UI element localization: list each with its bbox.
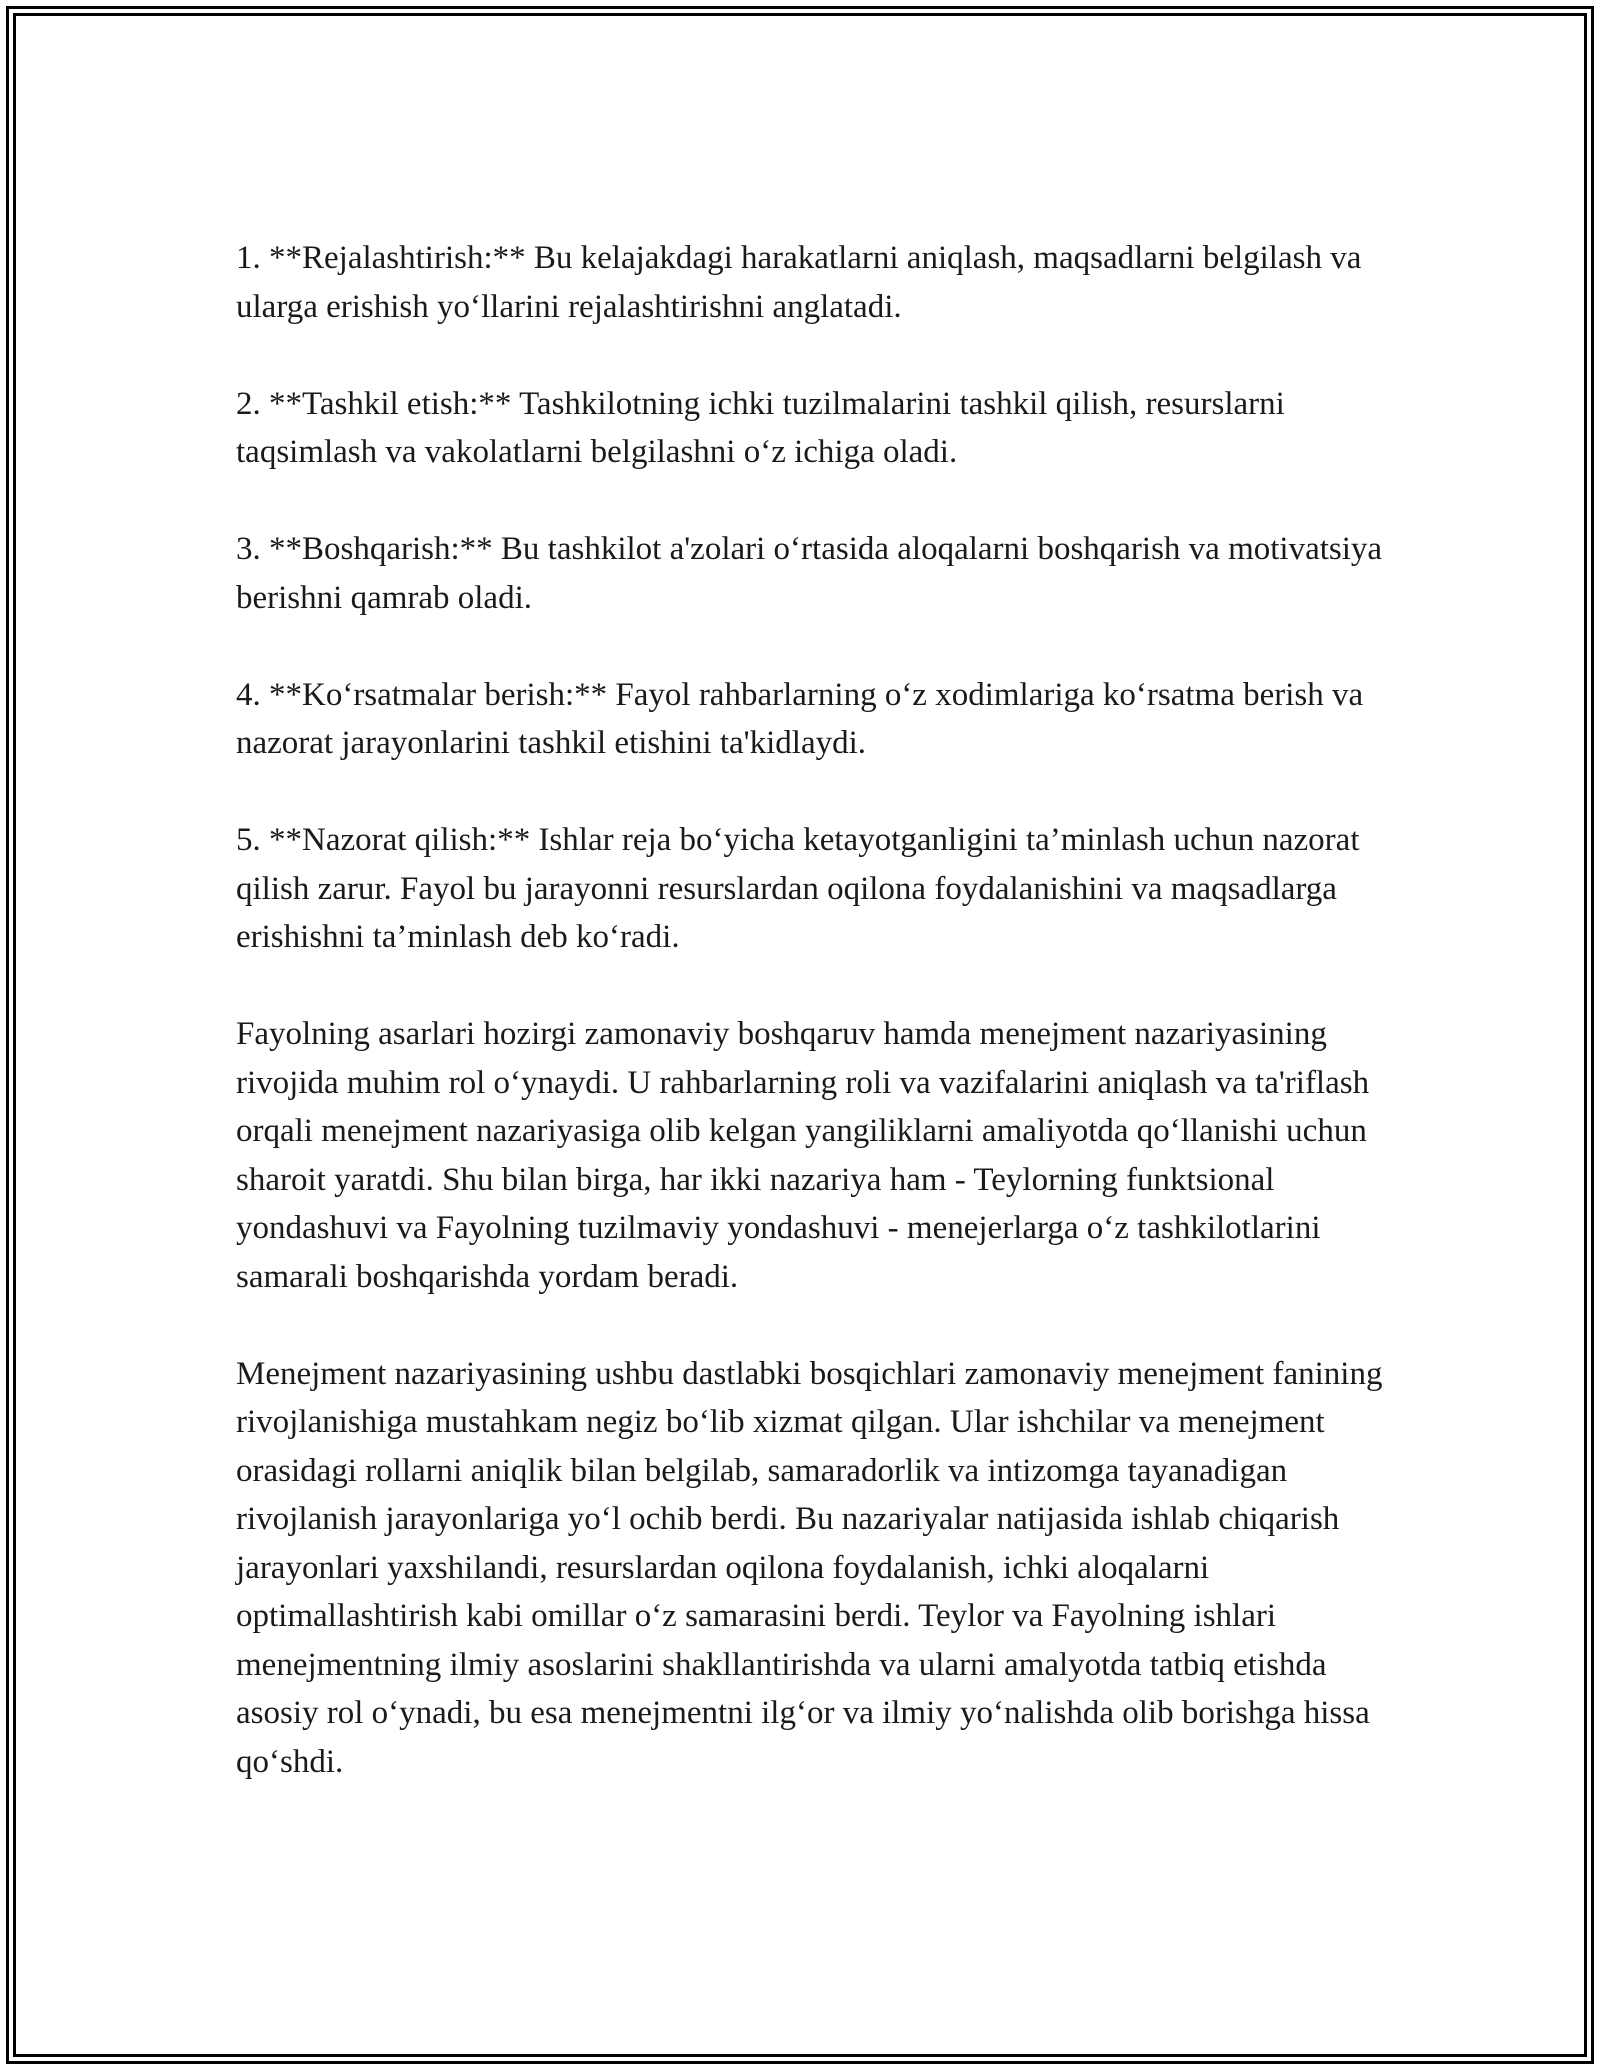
paragraph-management-theory: Menejment nazariyasining ushbu dastlabki bosqichlari zamonaviy menejment fanining rivojlanishiga mustahkam negiz bo‘lib xizmat qilgan. Ular ishchilar va menejment orasidagi rollarni aniqlik bilan belgilab, samaradorlik va intizomga tayanadigan rivojlanish jarayonlariga yo‘l ochib berdi. Bu nazariyalar natijasida ishlab chiqarish jarayonlari yaxshilandi, resurslardan oqilona foydalanish, ichki aloqalarni optimallashtirish kabi omillar o‘z samarasini berdi. Teylor va Fayolning ishlari menejmentning ilmiy asoslarini shakllantirishda va ularni amalyotda tatbiq etishda asosiy rol o‘ynadi, bu esa menejmentni ilg‘or va ilmiy yo‘nalishda olib borishga hissa qo‘shdi. bbox=[236, 1355, 1383, 1780]
list-item-planning: 1. **Rejalashtirish:** Bu kelajakdagi harakatlarni aniqlash, maqsadlarni belgilash va ularga erishish yo‘llarini rejalashtirishni anglatadi. bbox=[236, 240, 1362, 325]
list-item-organizing: 2. **Tashkil etish:** Tashkilotning ichki tuzilmalarini tashkil qilish, resurslarni taqsimlash va vakolatlarni belgilashni o‘z ichiga oladi. bbox=[236, 385, 1285, 470]
document-body bbox=[236, 234, 1386, 1786]
list-item-controlling: 5. **Nazorat qilish:** Ishlar reja bo‘yicha ketayotganligini ta’minlash uchun nazorat qilish zarur. Fayol bu jarayonni resurslardan oqilona foydalanishini va maqsadlarga erishishni ta’minlash deb ko‘radi. bbox=[236, 822, 1360, 955]
list-item-managing: 3. **Boshqarish:** Bu tashkilot a'zolari o‘rtasida aloqalarni boshqarish va motivatsiya berishni qamrab oladi. bbox=[236, 531, 1383, 616]
list-item-directing: 4. **Ko‘rsatmalar berish:** Fayol rahbarlarning o‘z xodimlariga ko‘rsatma berish va nazorat jarayonlarini tashkil etishini ta'kidlaydi. bbox=[236, 676, 1364, 761]
paragraph-fayol-works: Fayolning asarlari hozirgi zamonaviy boshqaruv hamda menejment nazariyasining rivojida muhim rol o‘ynaydi. U rahbarlarning roli va vazifalarini aniqlash va ta'riflash orqali menejment nazariyasiga olib kelgan yangiliklarni amaliyotda qo‘llanishi uchun sharoit yaratdi. Shu bilan birga, har ikki nazariya ham - Teylorning funktsional yondashuvi va Fayolning tuzilmaviy yondashuvi - menejerlarga o‘z tashkilotlarini samarali boshqarishda yordam beradi. bbox=[236, 1016, 1370, 1295]
